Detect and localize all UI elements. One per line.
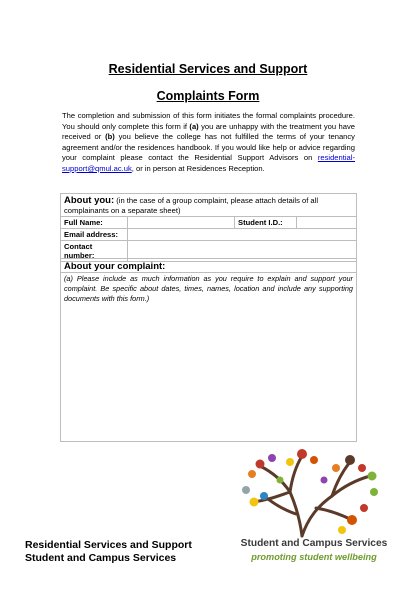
about-you-header xyxy=(61,194,357,217)
intro-text-3: you believe the college has not fulfilled the terms of your tenancy agreement and/or the residences handbook. If you would like help or advice regarding your complaint please contact the Residential Support Advisors on xyxy=(62,132,355,163)
intro-text-1: The completion and submission of this form initiates the formal complaints procedure. You should only complete this form if xyxy=(62,111,355,131)
complaint-instructions: (a) Please include as much information as you require to explain and support your complaint. Be specific about dates, times, names, location and include any supporting documents with this form.) xyxy=(64,274,353,303)
about-you-table xyxy=(60,193,357,262)
email-field[interactable] xyxy=(128,229,357,241)
footer-line1: Residential Services and Support xyxy=(25,539,192,551)
complaint-text-area[interactable] xyxy=(61,305,356,435)
email-label: Email address: xyxy=(61,229,128,241)
form-title-line2: Complaints Form xyxy=(156,89,260,103)
logo-name-text: Student and Campus Services xyxy=(240,538,388,549)
footer-line2: Student and Campus Services xyxy=(25,552,177,564)
support-email-link[interactable]: residential-support@qmul.ac.uk xyxy=(62,153,355,173)
contact-number-label: Contact number: xyxy=(61,241,128,262)
intro-text-2: you are unhappy with the treatment you have received or xyxy=(62,121,355,142)
intro-paragraph xyxy=(62,111,355,175)
student-id-label: Student I.D.: xyxy=(235,217,297,229)
form-title-line1: Residential Services and Support xyxy=(108,62,308,76)
full-name-label: Full Name: xyxy=(61,217,128,229)
student-id-field[interactable] xyxy=(297,217,357,229)
full-name-field[interactable] xyxy=(128,217,235,229)
logo-tagline-text: promoting student wellbeing xyxy=(251,552,377,562)
intro-option-b: (b) xyxy=(105,132,115,142)
complaint-section xyxy=(60,258,357,442)
intro-option-a: (a) xyxy=(189,121,199,131)
about-you-note: (in the case of a group complaint, please attach details of all complainants on a separate sheet) xyxy=(64,196,319,215)
complaint-heading: About your complaint: xyxy=(61,259,356,273)
intro-text-4: , or in person at Residences Reception. xyxy=(131,163,265,173)
footer-block xyxy=(25,539,192,565)
about-you-heading: About you: xyxy=(64,195,115,206)
